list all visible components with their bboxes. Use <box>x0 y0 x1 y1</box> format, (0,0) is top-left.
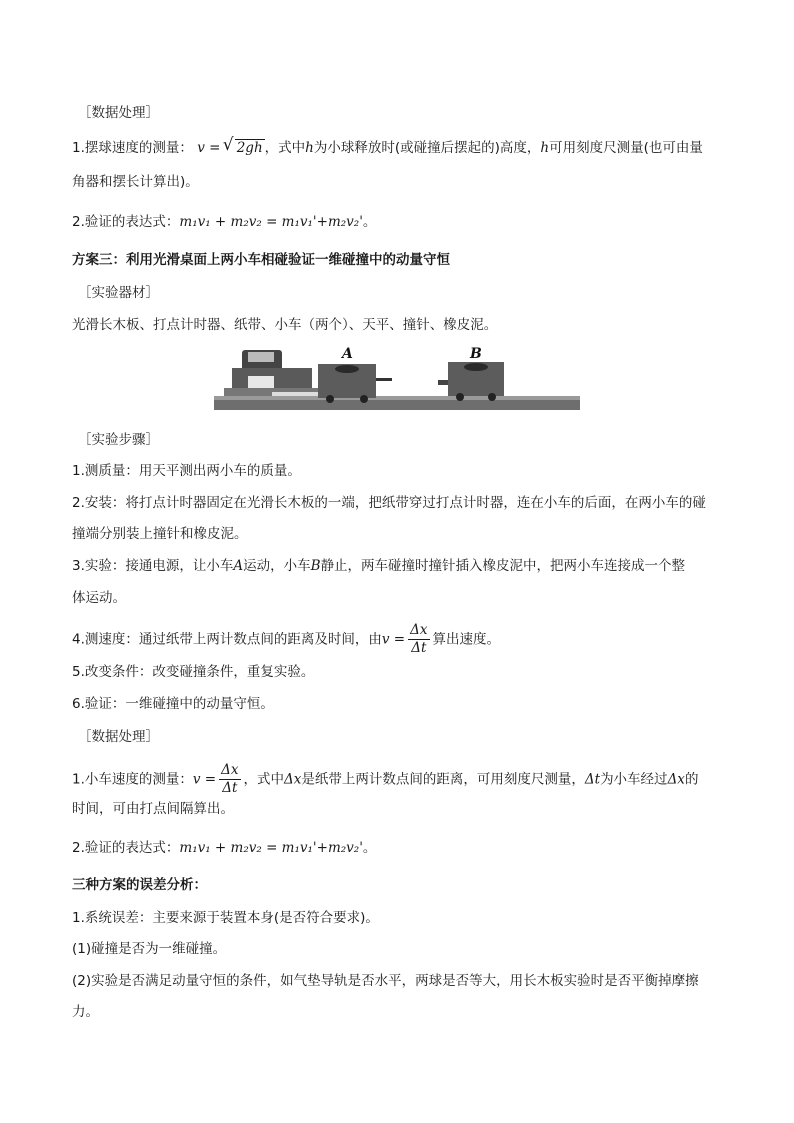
item-text: 2.验证的表达式： <box>72 214 180 230</box>
apparatus-photo <box>212 342 582 416</box>
verify-expression-line <box>72 212 732 232</box>
verify-expression-line-2 <box>72 838 732 858</box>
item-text: 静止，两车碰撞时撞针插入橡皮泥中，把两小车连接成一个整 <box>320 558 686 574</box>
cart-a-symbol: A <box>233 558 244 574</box>
momentum-formula: m₁v₁ + m₂v₂ = m₁v₁'+m₂v₂' <box>179 214 363 230</box>
error-item-1a: (1)碰撞是否为一维碰撞。 <box>72 941 227 957</box>
item-text: 4.测速度：通过纸带上两计数点间的距离及时间，由 <box>72 631 382 648</box>
steps-heading: ［实验步骤］ <box>78 432 159 448</box>
item-text: 是纸带上两计数点间的距离，可用刻度尺测量， <box>301 771 585 788</box>
formula-lhs: v = <box>192 771 217 788</box>
item-text: 。 <box>362 214 377 230</box>
item-text: 1.摆球速度的测量： <box>72 140 193 156</box>
item-text: ，式中 <box>243 771 284 788</box>
item-text: 为小球释放时(或碰撞后摆起的)高度， <box>313 140 541 156</box>
sqrt-formula <box>225 138 265 158</box>
error-analysis-title: 三种方案的误差分析： <box>72 877 207 893</box>
formula-lhs: v = <box>381 631 406 648</box>
data-processing-heading-2: ［数据处理］ <box>78 729 159 745</box>
fraction-denominator: Δt <box>411 640 427 656</box>
item-text: 可用刻度尺测量(也可由量 <box>549 140 703 156</box>
item-text: 1.小车速度的测量： <box>72 771 193 788</box>
item-text: 为小车经过 <box>600 771 668 788</box>
scheme3-title: 方案三：利用光滑桌面上两小车相碰验证一维碰撞中的动量守恒 <box>72 252 450 268</box>
velocity-fraction <box>408 622 429 657</box>
symbol-h: h <box>305 140 314 156</box>
step-4 <box>72 622 732 657</box>
formula-lhs: v = <box>197 140 221 156</box>
pendulum-speed-line-2: 角器和摆长计算出)。 <box>72 174 199 190</box>
cart-b-symbol: B <box>310 558 321 574</box>
item-text: ，式中 <box>264 140 306 156</box>
delta-t-symbol: Δt <box>584 771 601 788</box>
momentum-formula: m₁v₁ + m₂v₂ = m₁v₁'+m₂v₂' <box>179 840 363 856</box>
radicand: 2gh <box>236 140 263 156</box>
system-error-item: 1.系统误差：主要来源于装置本身(是否符合要求)。 <box>72 910 379 926</box>
cart-speed-line-2: 时间，可由打点间隔算出。 <box>72 801 234 817</box>
item-text: 3.实验：接通电源，让小车 <box>72 558 234 574</box>
cart-b-label: B <box>470 346 482 362</box>
delta-x-symbol: Δx <box>284 771 302 788</box>
pendulum-speed-line <box>72 138 732 158</box>
item-text: 的 <box>684 771 699 788</box>
step-2-line-2: 撞端分别装上撞针和橡皮泥。 <box>72 526 248 542</box>
cart-a-label: A <box>342 346 353 362</box>
cart-speed-line <box>72 762 732 797</box>
item-text: 运动，小车 <box>243 558 311 574</box>
step-5: 5.改变条件：改变碰撞条件，重复实验。 <box>72 664 315 680</box>
equipment-list: 光滑长木板、打点计时器、纸带、小车（两个）、天平、撞针、橡皮泥。 <box>72 317 498 333</box>
step-3-line-1 <box>72 556 732 576</box>
fraction-numerator: Δx <box>221 762 239 778</box>
delta-x-symbol: Δx <box>667 771 685 788</box>
fraction-denominator: Δt <box>222 780 238 796</box>
equipment-heading: ［实验器材］ <box>78 285 159 301</box>
item-text: 算出速度。 <box>432 631 500 648</box>
item-text: 2.验证的表达式： <box>72 840 180 856</box>
error-item-1b-line-2: 力。 <box>72 1004 99 1020</box>
velocity-fraction <box>219 762 240 797</box>
error-item-1b-line-1: (2)实验是否满足动量守恒的条件，如气垫导轨是否水平，两球是否等大，用长木板实验时是否平衡掉摩擦 <box>72 973 699 989</box>
step-6: 6.验证：一维碰撞中的动量守恒。 <box>72 696 274 712</box>
step-1: 1.测质量：用天平测出两小车的质量。 <box>72 463 301 479</box>
step-3-line-2: 体运动。 <box>72 590 126 606</box>
item-text: 。 <box>362 840 377 856</box>
symbol-h: h <box>540 140 550 156</box>
step-2-line-1: 2.安装：将打点计时器固定在光滑长木板的一端，把纸带穿过打点计时器，连在小车的后面，在两小车的碰 <box>72 495 706 511</box>
data-processing-heading: ［数据处理］ <box>78 105 159 121</box>
fraction-numerator: Δx <box>410 622 428 638</box>
